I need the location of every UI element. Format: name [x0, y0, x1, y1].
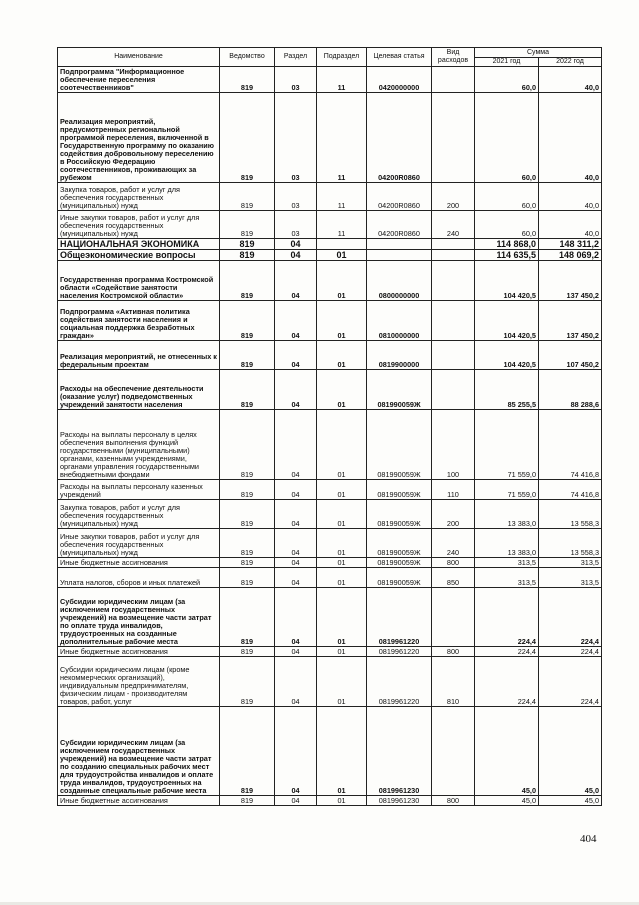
header-year-2022: 2022 год [539, 58, 602, 67]
cell-podrazdel: 01 [317, 410, 367, 480]
cell-vedomstvo: 819 [220, 183, 275, 211]
cell-podrazdel: 01 [317, 370, 367, 410]
table-row [58, 647, 602, 657]
table-row [58, 568, 602, 588]
cell-vedomstvo: 819 [220, 410, 275, 480]
cell-expense-type [432, 261, 475, 301]
cell-target-article: 081990059Ж [367, 500, 432, 529]
cell-sum-2022: 148 069,2 [539, 250, 602, 261]
cell-target-article: 0819961230 [367, 707, 432, 796]
table-row [58, 500, 602, 529]
cell-sum-2021: 60,0 [475, 93, 539, 183]
cell-target-article: 0819961220 [367, 647, 432, 657]
table-row [58, 250, 602, 261]
cell-name: Иные закупки товаров, работ и услуг для обеспечения государственных (муниципальных) нужд [58, 529, 220, 558]
cell-sum-2022: 88 288,6 [539, 370, 602, 410]
cell-podrazdel: 01 [317, 796, 367, 806]
cell-expense-type: 240 [432, 529, 475, 558]
cell-podrazdel: 01 [317, 707, 367, 796]
cell-razdel: 04 [275, 370, 317, 410]
cell-vedomstvo: 819 [220, 211, 275, 239]
cell-expense-type [432, 250, 475, 261]
cell-sum-2021: 114 635,5 [475, 250, 539, 261]
cell-sum-2022: 107 450,2 [539, 341, 602, 370]
cell-podrazdel: 01 [317, 647, 367, 657]
cell-razdel: 04 [275, 301, 317, 341]
cell-target-article: 04200R0860 [367, 93, 432, 183]
cell-name: Расходы на выплаты персоналу казенных учреждений [58, 480, 220, 500]
cell-name: Субсидии юридическим лицам (за исключением государственных учреждений) на возмещение части затрат по созданию специальных рабочих мест для трудоустройства инвалидов и оплате труда инвалидов, трудоустроенных на созданные специальные рабочие места [58, 707, 220, 796]
cell-sum-2021: 60,0 [475, 211, 539, 239]
cell-vedomstvo: 819 [220, 796, 275, 806]
header-vedomstvo: Ведомство [220, 48, 275, 67]
cell-name: Общеэкономические вопросы [58, 250, 220, 261]
cell-target-article: 0819961220 [367, 657, 432, 707]
cell-podrazdel: 01 [317, 568, 367, 588]
cell-razdel: 04 [275, 239, 317, 250]
cell-razdel: 04 [275, 480, 317, 500]
table-body [58, 67, 602, 806]
cell-expense-type [432, 341, 475, 370]
cell-target-article: 081990059Ж [367, 370, 432, 410]
cell-target-article [367, 239, 432, 250]
cell-razdel: 03 [275, 183, 317, 211]
cell-target-article: 081990059Ж [367, 568, 432, 588]
cell-razdel: 03 [275, 211, 317, 239]
header-year-2021: 2021 год [475, 58, 539, 67]
cell-target-article [367, 250, 432, 261]
cell-name: Подпрограмма «Активная политика содействия занятости населения и социальная поддержка безработных граждан» [58, 301, 220, 341]
cell-podrazdel: 11 [317, 211, 367, 239]
cell-vedomstvo: 819 [220, 707, 275, 796]
cell-target-article: 0819961220 [367, 588, 432, 647]
table-row [58, 657, 602, 707]
cell-razdel: 04 [275, 707, 317, 796]
table-row [58, 211, 602, 239]
cell-target-article: 04200R0860 [367, 211, 432, 239]
budget-page [57, 47, 601, 806]
cell-name: Закупка товаров, работ и услуг для обеспечения государственных (муниципальных) нужд [58, 500, 220, 529]
cell-vedomstvo: 819 [220, 558, 275, 568]
table-row [58, 67, 602, 93]
cell-sum-2021: 224,4 [475, 657, 539, 707]
cell-expense-type [432, 301, 475, 341]
cell-sum-2021: 114 868,0 [475, 239, 539, 250]
cell-expense-type: 110 [432, 480, 475, 500]
cell-target-article: 081990059Ж [367, 529, 432, 558]
cell-target-article: 0800000000 [367, 261, 432, 301]
cell-sum-2022: 224,4 [539, 588, 602, 647]
cell-podrazdel: 01 [317, 480, 367, 500]
cell-podrazdel [317, 239, 367, 250]
cell-razdel: 04 [275, 647, 317, 657]
table-row [58, 341, 602, 370]
cell-expense-type [432, 93, 475, 183]
cell-sum-2022: 13 558,3 [539, 500, 602, 529]
cell-name: Иные закупки товаров, работ и услуг для обеспечения государственных (муниципальных) нужд [58, 211, 220, 239]
cell-vedomstvo: 819 [220, 301, 275, 341]
cell-expense-type: 100 [432, 410, 475, 480]
cell-sum-2022: 40,0 [539, 211, 602, 239]
cell-podrazdel: 01 [317, 250, 367, 261]
table-row [58, 480, 602, 500]
cell-name: Подпрограмма "Информационное обеспечение переселения соотечественников" [58, 67, 220, 93]
cell-sum-2022: 148 311,2 [539, 239, 602, 250]
cell-name: Расходы на выплаты персоналу в целях обеспечения выполнения функций государственными (муниципальными) органами, казенными учреждениями, органами управления государственными внебюджетными фондами [58, 410, 220, 480]
cell-podrazdel: 01 [317, 261, 367, 301]
cell-razdel: 03 [275, 67, 317, 93]
cell-razdel: 04 [275, 588, 317, 647]
header-name: Наименование [58, 48, 220, 67]
cell-sum-2021: 13 383,0 [475, 500, 539, 529]
cell-name: Иные бюджетные ассигнования [58, 796, 220, 806]
page-number: 404 [580, 833, 597, 845]
cell-vedomstvo: 819 [220, 93, 275, 183]
cell-vedomstvo: 819 [220, 67, 275, 93]
cell-expense-type: 850 [432, 568, 475, 588]
cell-razdel: 04 [275, 261, 317, 301]
table-row [58, 301, 602, 341]
cell-sum-2022: 224,4 [539, 647, 602, 657]
cell-expense-type: 800 [432, 796, 475, 806]
cell-vedomstvo: 819 [220, 250, 275, 261]
cell-name: Закупка товаров, работ и услуг для обеспечения государственных (муниципальных) нужд [58, 183, 220, 211]
cell-sum-2022: 137 450,2 [539, 261, 602, 301]
cell-razdel: 04 [275, 529, 317, 558]
table-row [58, 529, 602, 558]
cell-name: Иные бюджетные ассигнования [58, 647, 220, 657]
cell-sum-2022: 74 416,8 [539, 410, 602, 480]
cell-vedomstvo: 819 [220, 341, 275, 370]
table-row [58, 93, 602, 183]
table-row [58, 370, 602, 410]
cell-vedomstvo: 819 [220, 480, 275, 500]
cell-podrazdel: 11 [317, 183, 367, 211]
cell-sum-2021: 224,4 [475, 647, 539, 657]
cell-name: Реализация мероприятий, не отнесенных к федеральным проектам [58, 341, 220, 370]
cell-vedomstvo: 819 [220, 529, 275, 558]
cell-sum-2022: 40,0 [539, 93, 602, 183]
cell-sum-2022: 13 558,3 [539, 529, 602, 558]
cell-vedomstvo: 819 [220, 588, 275, 647]
cell-sum-2021: 313,5 [475, 558, 539, 568]
cell-expense-type [432, 370, 475, 410]
cell-sum-2021: 71 559,0 [475, 480, 539, 500]
header-target-article: Целевая статья [367, 48, 432, 67]
cell-sum-2022: 45,0 [539, 796, 602, 806]
cell-name: Иные бюджетные ассигнования [58, 558, 220, 568]
cell-expense-type: 200 [432, 183, 475, 211]
cell-name: НАЦИОНАЛЬНАЯ ЭКОНОМИКА [58, 239, 220, 250]
cell-name: Уплата налогов, сборов и иных платежей [58, 568, 220, 588]
cell-target-article: 081990059Ж [367, 558, 432, 568]
cell-podrazdel: 11 [317, 67, 367, 93]
cell-sum-2022: 224,4 [539, 657, 602, 707]
cell-expense-type [432, 588, 475, 647]
cell-podrazdel: 01 [317, 529, 367, 558]
header-podrazdel: Подраздел [317, 48, 367, 67]
cell-sum-2021: 60,0 [475, 183, 539, 211]
header-expense-type: Вид расходов [432, 48, 475, 67]
cell-razdel: 04 [275, 657, 317, 707]
cell-expense-type: 800 [432, 647, 475, 657]
cell-razdel: 04 [275, 796, 317, 806]
cell-sum-2022: 40,0 [539, 183, 602, 211]
cell-razdel: 03 [275, 93, 317, 183]
cell-vedomstvo: 819 [220, 239, 275, 250]
cell-target-article: 081990059Ж [367, 480, 432, 500]
table-row [58, 707, 602, 796]
cell-vedomstvo: 819 [220, 657, 275, 707]
cell-sum-2021: 313,5 [475, 568, 539, 588]
cell-expense-type: 800 [432, 558, 475, 568]
budget-table [57, 47, 602, 806]
cell-sum-2021: 45,0 [475, 796, 539, 806]
cell-razdel: 04 [275, 500, 317, 529]
cell-podrazdel: 01 [317, 301, 367, 341]
cell-target-article: 0819900000 [367, 341, 432, 370]
cell-name: Субсидии юридическим лицам (за исключением государственных учреждений) на возмещение части затрат по оплате труда инвалидов, трудоустроенных на созданные дополнительные рабочие места [58, 588, 220, 647]
cell-podrazdel: 01 [317, 657, 367, 707]
table-row [58, 558, 602, 568]
table-row [58, 796, 602, 806]
cell-vedomstvo: 819 [220, 647, 275, 657]
cell-vedomstvo: 819 [220, 261, 275, 301]
header-sum: Сумма [475, 48, 602, 58]
cell-name: Реализация мероприятий, предусмотренных региональной программой переселения, включенной в Государственную программу по оказанию содействия добровольному переселению в Российскую Федерацию соотечественников, проживающих за рубежом [58, 93, 220, 183]
cell-sum-2021: 104 420,5 [475, 261, 539, 301]
cell-expense-type: 240 [432, 211, 475, 239]
cell-sum-2021: 104 420,5 [475, 341, 539, 370]
cell-sum-2021: 71 559,0 [475, 410, 539, 480]
cell-sum-2021: 85 255,5 [475, 370, 539, 410]
cell-target-article: 0420000000 [367, 67, 432, 93]
cell-name: Субсидии юридическим лицам (кроме некоммерческих организаций), индивидуальным предпринимателям, физическим лицам - производителям товаров, работ, услуг [58, 657, 220, 707]
cell-podrazdel: 01 [317, 341, 367, 370]
cell-razdel: 04 [275, 558, 317, 568]
cell-sum-2021: 224,4 [475, 588, 539, 647]
cell-sum-2021: 60,0 [475, 67, 539, 93]
cell-name: Государственная программа Костромской области «Содействие занятости населения Костромской области» [58, 261, 220, 301]
table-row [58, 410, 602, 480]
header-razdel: Раздел [275, 48, 317, 67]
cell-sum-2022: 45,0 [539, 707, 602, 796]
cell-razdel: 04 [275, 250, 317, 261]
cell-sum-2021: 104 420,5 [475, 301, 539, 341]
cell-sum-2021: 45,0 [475, 707, 539, 796]
cell-target-article: 0810000000 [367, 301, 432, 341]
cell-podrazdel: 11 [317, 93, 367, 183]
cell-sum-2022: 137 450,2 [539, 301, 602, 341]
cell-sum-2021: 13 383,0 [475, 529, 539, 558]
cell-expense-type: 200 [432, 500, 475, 529]
cell-target-article: 0819961230 [367, 796, 432, 806]
cell-razdel: 04 [275, 341, 317, 370]
cell-podrazdel: 01 [317, 588, 367, 647]
cell-podrazdel: 01 [317, 500, 367, 529]
cell-sum-2022: 313,5 [539, 568, 602, 588]
table-row [58, 239, 602, 250]
cell-podrazdel: 01 [317, 558, 367, 568]
cell-sum-2022: 40,0 [539, 67, 602, 93]
cell-expense-type: 810 [432, 657, 475, 707]
cell-expense-type [432, 67, 475, 93]
cell-vedomstvo: 819 [220, 370, 275, 410]
cell-razdel: 04 [275, 410, 317, 480]
cell-razdel: 04 [275, 568, 317, 588]
cell-expense-type [432, 707, 475, 796]
cell-sum-2022: 74 416,8 [539, 480, 602, 500]
table-row [58, 588, 602, 647]
cell-name: Расходы на обеспечение деятельности (оказание услуг) подведомственных учреждений занятости населения [58, 370, 220, 410]
cell-vedomstvo: 819 [220, 500, 275, 529]
cell-target-article: 081990059Ж [367, 410, 432, 480]
cell-expense-type [432, 239, 475, 250]
table-row [58, 183, 602, 211]
cell-target-article: 04200R0860 [367, 183, 432, 211]
cell-sum-2022: 313,5 [539, 558, 602, 568]
table-row [58, 261, 602, 301]
cell-vedomstvo: 819 [220, 568, 275, 588]
